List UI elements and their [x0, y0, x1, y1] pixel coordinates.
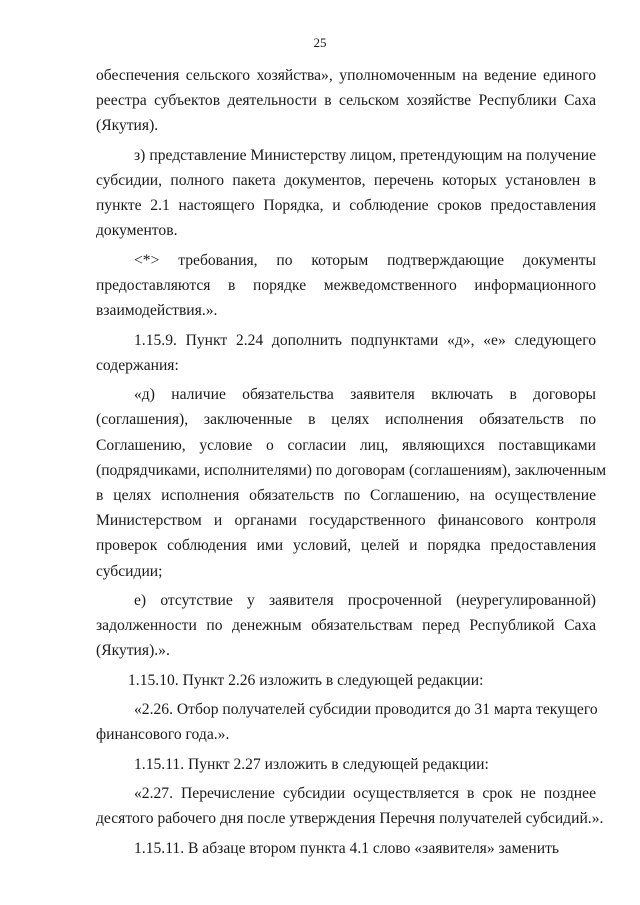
text-line: з) представление Министерству лицом, претендующим на получение — [134, 146, 596, 164]
text-line: «д) наличие обязательства заявителя включать в договоры — [134, 386, 596, 404]
text-line: в целях исполнения обязательств по Соглашению, на осуществление — [96, 487, 596, 504]
paragraph — [96, 328, 596, 378]
document-body — [96, 63, 607, 865]
paragraph — [96, 143, 596, 244]
text-line: 1.15.10. Пункт 2.26 изложить в следующей редакции: — [128, 671, 484, 689]
text-line: 1.15.11. Пункт 2.27 изложить в следующей редакции: — [134, 755, 489, 773]
text-line: <*> требования, по которым подтверждающие документы — [134, 251, 596, 269]
text-line: 1.15.9. Пункт 2.24 дополнить подпунктами «д», «е» следующего — [134, 331, 596, 349]
paragraph — [96, 752, 596, 777]
text-line: субсидии; — [96, 562, 163, 580]
page-number: 25 — [313, 35, 327, 50]
paragraph — [96, 382, 607, 584]
text-line: проверок соблюдения ими условий, целей и порядка предоставления — [96, 537, 596, 555]
paragraph — [96, 63, 596, 139]
text-line: содержания: — [96, 356, 179, 374]
paragraph — [96, 588, 596, 664]
text-line: пункте 2.1 настоящего Порядка, и соблюдение сроков предоставления — [96, 197, 596, 215]
text-line: (подрядчиками, исполнителями) по договорам (соглашениям), заключенным — [96, 461, 607, 479]
paragraph — [96, 248, 596, 324]
text-line: обеспечения сельского хозяйства», уполномоченным на ведение единого — [96, 67, 596, 84]
text-line: финансового года.». — [96, 726, 230, 744]
text-line: десятого рабочего дня после утверждения Перечня получателей субсидий.». — [96, 810, 604, 828]
text-line: (соглашения), заключенные в целях исполнения обязательств по — [96, 411, 596, 429]
text-line: «2.27. Перечисление субсидии осуществляется в срок не позднее — [134, 785, 596, 803]
text-line: Соглашению, условие о согласии лиц, являющихся поставщиками — [96, 436, 596, 454]
paragraph — [96, 781, 604, 831]
text-line: документов. — [96, 222, 178, 240]
text-line: предоставляются в порядке межведомственного информационного — [96, 277, 596, 294]
text-line: «2.26. Отбор получателей субсидии проводится до 31 марта текущего — [134, 701, 598, 719]
text-line: 1.15.11. В абзаце втором пункта 4.1 слово «заявителя» заменить — [134, 839, 559, 857]
text-line: (Якутия). — [96, 117, 159, 135]
paragraph — [96, 668, 596, 693]
text-line: (Якутия).». — [96, 642, 170, 660]
text-line: Министерством и органами государственного финансового контроля — [96, 512, 596, 530]
text-line: субсидии, полного пакета документов, перечень которых установлен в — [96, 172, 596, 189]
text-line: взаимодействия.». — [96, 302, 218, 320]
text-line: задолженности по денежным обязательствам перед Республикой Саха — [96, 617, 596, 635]
text-line: е) отсутствие у заявителя просроченной (неурегулированной) — [134, 592, 596, 609]
paragraph — [96, 836, 596, 861]
text-line: реестра субъектов деятельности в сельском хозяйстве Республики Саха — [96, 92, 596, 110]
paragraph — [96, 697, 596, 747]
